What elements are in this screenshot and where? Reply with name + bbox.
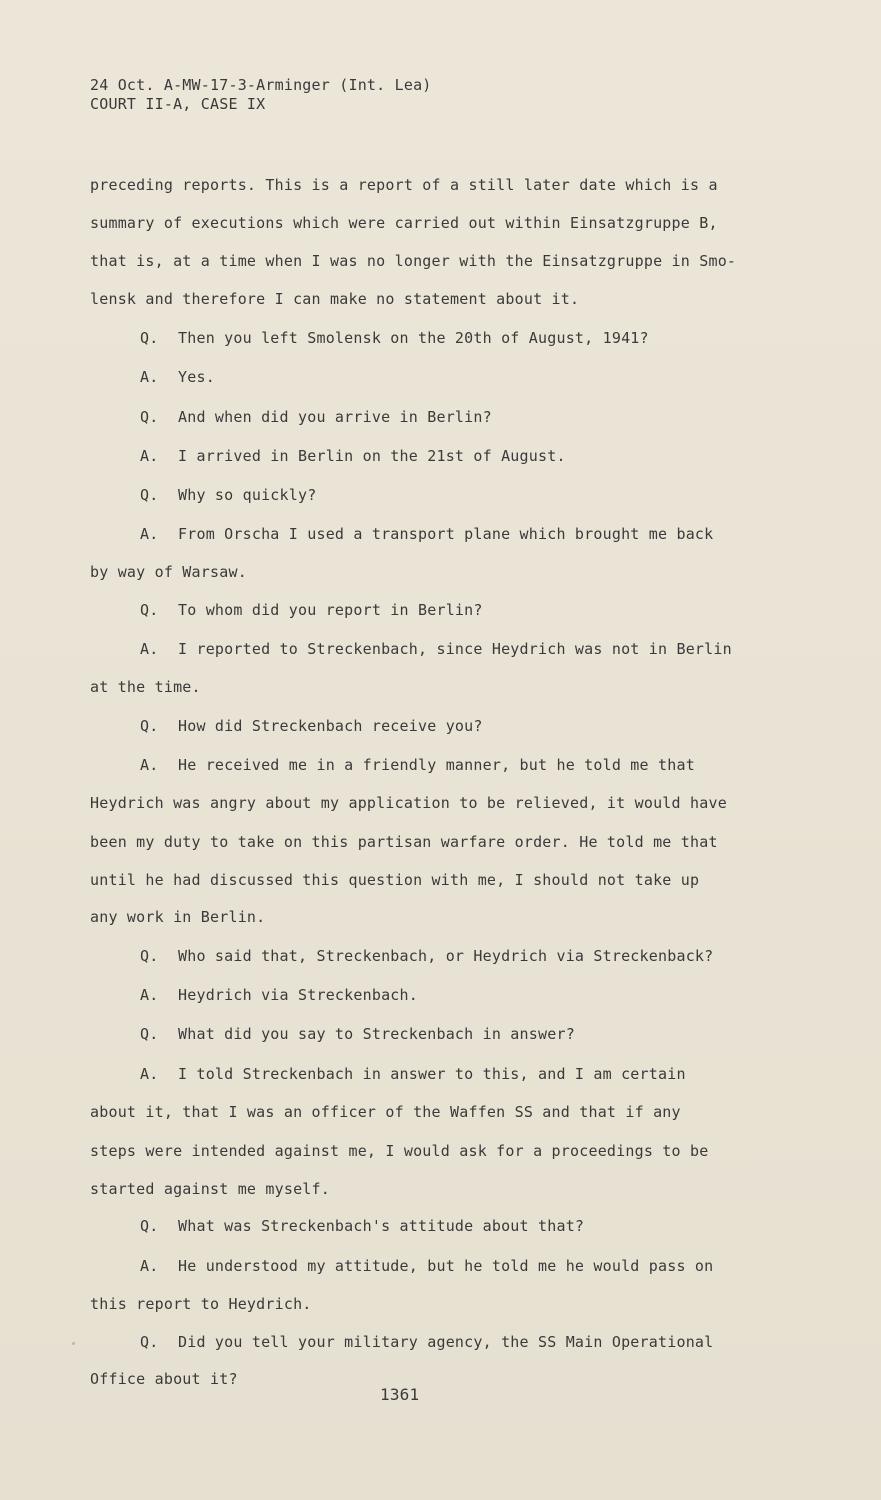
answer-text: From Orscha I used a transport plane which brought me back	[178, 525, 714, 543]
document-header	[90, 76, 432, 114]
question-text: Who said that, Streckenbach, or Heydrich via Streckenback?	[178, 947, 714, 965]
text-line: summary of executions which were carried out within Einsatzgruppe B,	[90, 214, 718, 232]
answer-marker: A.	[140, 1257, 159, 1275]
answer-marker: A.	[140, 525, 159, 543]
text-line: been my duty to take on this partisan warfare order. He told me that	[90, 833, 718, 851]
question-line	[140, 407, 492, 427]
question-line	[140, 1216, 584, 1236]
answer-line	[140, 367, 215, 387]
answer-marker: A.	[140, 368, 159, 386]
question-text: To whom did you report in Berlin?	[178, 601, 483, 619]
question-marker: Q.	[140, 1025, 159, 1043]
answer-text: Yes.	[178, 368, 215, 386]
text-line: steps were intended against me, I would ask for a proceedings to be	[90, 1142, 709, 1160]
answer-marker: A.	[140, 640, 159, 658]
text-line: Heydrich was angry about my application to be relieved, it would have	[90, 794, 727, 812]
answer-line	[140, 755, 695, 775]
question-marker: Q.	[140, 1217, 159, 1235]
text-line: lensk and therefore I can make no statement about it.	[90, 290, 580, 308]
question-line	[140, 485, 316, 505]
question-line	[140, 328, 649, 348]
answer-text: I told Streckenbach in answer to this, and I am certain	[178, 1065, 686, 1083]
text-line: by way of Warsaw.	[90, 563, 247, 581]
answer-marker: A.	[140, 447, 159, 465]
answer-text: Heydrich via Streckenbach.	[178, 986, 418, 1004]
question-line	[140, 946, 713, 966]
question-text: Then you left Smolensk on the 20th of August, 1941?	[178, 329, 649, 347]
text-line: this report to Heydrich.	[90, 1295, 312, 1313]
answer-marker: A.	[140, 1065, 159, 1083]
question-line	[140, 1024, 575, 1044]
answer-line	[140, 985, 418, 1005]
question-marker: Q.	[140, 408, 159, 426]
page-number: 1361	[380, 1385, 420, 1404]
question-text: What was Streckenbach's attitude about that?	[178, 1217, 585, 1235]
question-marker: Q.	[140, 329, 159, 347]
question-text: How did Streckenbach receive you?	[178, 717, 483, 735]
question-text: What did you say to Streckenbach in answer?	[178, 1025, 575, 1043]
answer-line	[140, 1256, 713, 1276]
question-line	[140, 716, 483, 736]
text-line: about it, that I was an officer of the Waffen SS and that if any	[90, 1103, 681, 1121]
question-text: Did you tell your military agency, the SS Main Operational	[178, 1333, 714, 1351]
question-text: Why so quickly?	[178, 486, 317, 504]
question-marker: Q.	[140, 1333, 159, 1351]
question-line	[140, 1332, 713, 1352]
header-case-line: COURT II-A, CASE IX	[90, 95, 266, 113]
text-line: preceding reports. This is a report of a still later date which is a	[90, 176, 718, 194]
answer-line	[140, 1064, 686, 1084]
text-line: that is, at a time when I was no longer with the Einsatzgruppe in Smo-	[90, 252, 737, 270]
answer-text: He received me in a friendly manner, but he told me that	[178, 756, 695, 774]
answer-text: He understood my attitude, but he told me he would pass on	[178, 1257, 714, 1275]
text-line: any work in Berlin.	[90, 908, 266, 926]
text-line: Office about it?	[90, 1370, 238, 1388]
answer-line	[140, 524, 713, 544]
text-line: until he had discussed this question with me, I should not take up	[90, 871, 700, 889]
text-line: at the time.	[90, 678, 201, 696]
punch-mark	[72, 1342, 75, 1345]
text-line: started against me myself.	[90, 1180, 330, 1198]
question-marker: Q.	[140, 486, 159, 504]
question-marker: Q.	[140, 947, 159, 965]
question-marker: Q.	[140, 717, 159, 735]
question-marker: Q.	[140, 601, 159, 619]
answer-marker: A.	[140, 756, 159, 774]
question-text: And when did you arrive in Berlin?	[178, 408, 492, 426]
answer-marker: A.	[140, 986, 159, 1004]
answer-line	[140, 639, 732, 659]
answer-text: I arrived in Berlin on the 21st of August.	[178, 447, 566, 465]
answer-line	[140, 446, 566, 466]
header-session-line: 24 Oct. A-MW-17-3-Arminger (Int. Lea)	[90, 76, 432, 94]
question-line	[140, 600, 483, 620]
answer-text: I reported to Streckenbach, since Heydrich was not in Berlin	[178, 640, 732, 658]
